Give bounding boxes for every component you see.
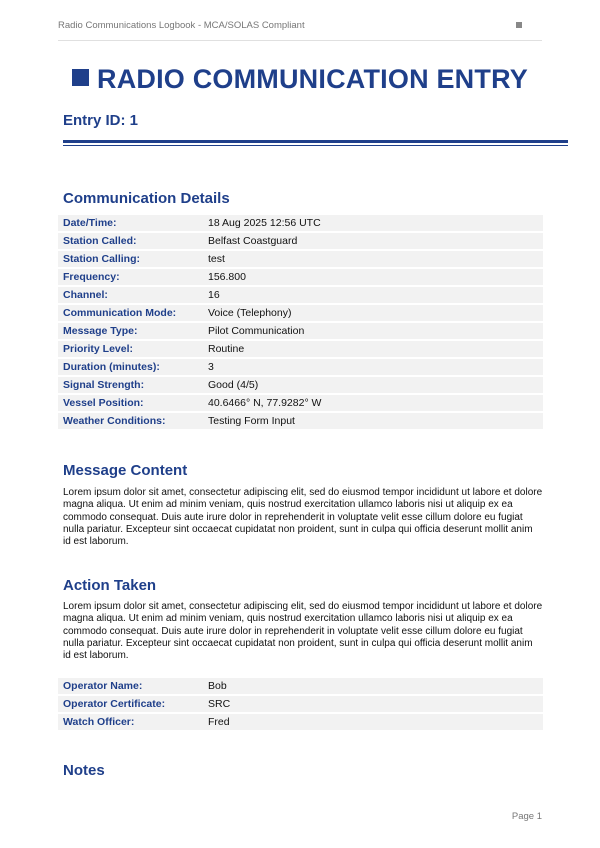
message-content-heading: Message Content <box>63 462 188 479</box>
row-label: Vessel Position: <box>58 395 200 411</box>
row-value: 16 <box>200 287 543 303</box>
row-value: test <box>200 251 543 267</box>
row-label: Station Calling: <box>58 251 200 267</box>
row-label: Watch Officer: <box>58 714 200 730</box>
page-number: Page 1 <box>511 811 542 822</box>
row-label: Date/Time: <box>58 215 200 231</box>
row-value: Fred <box>200 714 543 730</box>
row-value: 156.800 <box>200 269 543 285</box>
row-value: Bob <box>200 678 543 694</box>
row-value: SRC <box>200 696 543 712</box>
message-content-text: Lorem ipsum dolor sit amet, consectetur adipiscing elit, sed do eiusmod tempor incididunt ut labore et dolore magna aliqua. Ut enim ad minim veniam, quis nostrud exercitation ullamco laboris nisi ut aliquip ex ea commodo consequat. Duis aute irure dolor in reprehenderit in voluptate velit esse cillum dolore eu fugiat nulla pariatur. Excepteur sint occaecat cupidatat non proident, sunt in culpa qui officia deserunt mollit anim id est laborum. <box>63 487 543 548</box>
table-row <box>58 395 543 411</box>
row-value: Routine <box>200 341 543 357</box>
row-value: Pilot Communication <box>200 323 543 339</box>
entry-id: Entry ID: 1 <box>63 112 139 129</box>
header-square-icon <box>516 22 522 28</box>
row-value: Good (4/5) <box>200 377 543 393</box>
row-label: Priority Level: <box>58 341 200 357</box>
table-row <box>58 305 543 321</box>
notes-heading: Notes <box>63 762 105 779</box>
communication-details-table <box>58 213 543 431</box>
communication-details-heading: Communication Details <box>63 190 230 207</box>
table-row <box>58 287 543 303</box>
table-row <box>58 413 543 429</box>
table-row <box>58 377 543 393</box>
document-title <box>58 64 542 95</box>
action-taken-text: Lorem ipsum dolor sit amet, consectetur adipiscing elit, sed do eiusmod tempor incididunt ut labore et dolore magna aliqua. Ut enim ad minim veniam, quis nostrud exercitation ullamco laboris nisi ut aliquip ex ea commodo consequat. Duis aute irure dolor in reprehenderit in voluptate velit esse cillum dolore eu fugiat nulla pariatur. Excepteur sint occaecat cupidatat non proident, sunt in culpa qui officia deserunt mollit anim id est laborum. <box>63 601 543 662</box>
table-row <box>58 233 543 249</box>
operator-table <box>58 676 543 732</box>
row-value: Testing Form Input <box>200 413 543 429</box>
row-label: Operator Certificate: <box>58 696 200 712</box>
row-label: Message Type: <box>58 323 200 339</box>
table-row <box>58 678 543 694</box>
header-title: Radio Communications Logbook - MCA/SOLAS Compliant <box>58 20 305 31</box>
row-label: Operator Name: <box>58 678 200 694</box>
title-square-icon <box>72 69 89 86</box>
table-row <box>58 714 543 730</box>
table-row <box>58 696 543 712</box>
table-row <box>58 215 543 231</box>
header-divider <box>58 40 542 41</box>
row-value: 40.6466° N, 77.9282° W <box>200 395 543 411</box>
row-label: Duration (minutes): <box>58 359 200 375</box>
row-value: 18 Aug 2025 12:56 UTC <box>200 215 543 231</box>
row-label: Communication Mode: <box>58 305 200 321</box>
table-row <box>58 269 543 285</box>
row-value: Voice (Telephony) <box>200 305 543 321</box>
title-divider <box>63 140 568 146</box>
action-taken-heading: Action Taken <box>63 577 157 594</box>
document-title-text: RADIO COMMUNICATION ENTRY <box>97 64 528 94</box>
row-label: Frequency: <box>58 269 200 285</box>
row-label: Signal Strength: <box>58 377 200 393</box>
table-row <box>58 323 543 339</box>
row-label: Station Called: <box>58 233 200 249</box>
page-header <box>58 18 542 34</box>
table-row <box>58 359 543 375</box>
row-label: Channel: <box>58 287 200 303</box>
row-value: Belfast Coastguard <box>200 233 543 249</box>
row-value: 3 <box>200 359 543 375</box>
row-label: Weather Conditions: <box>58 413 200 429</box>
table-row <box>58 341 543 357</box>
table-row <box>58 251 543 267</box>
